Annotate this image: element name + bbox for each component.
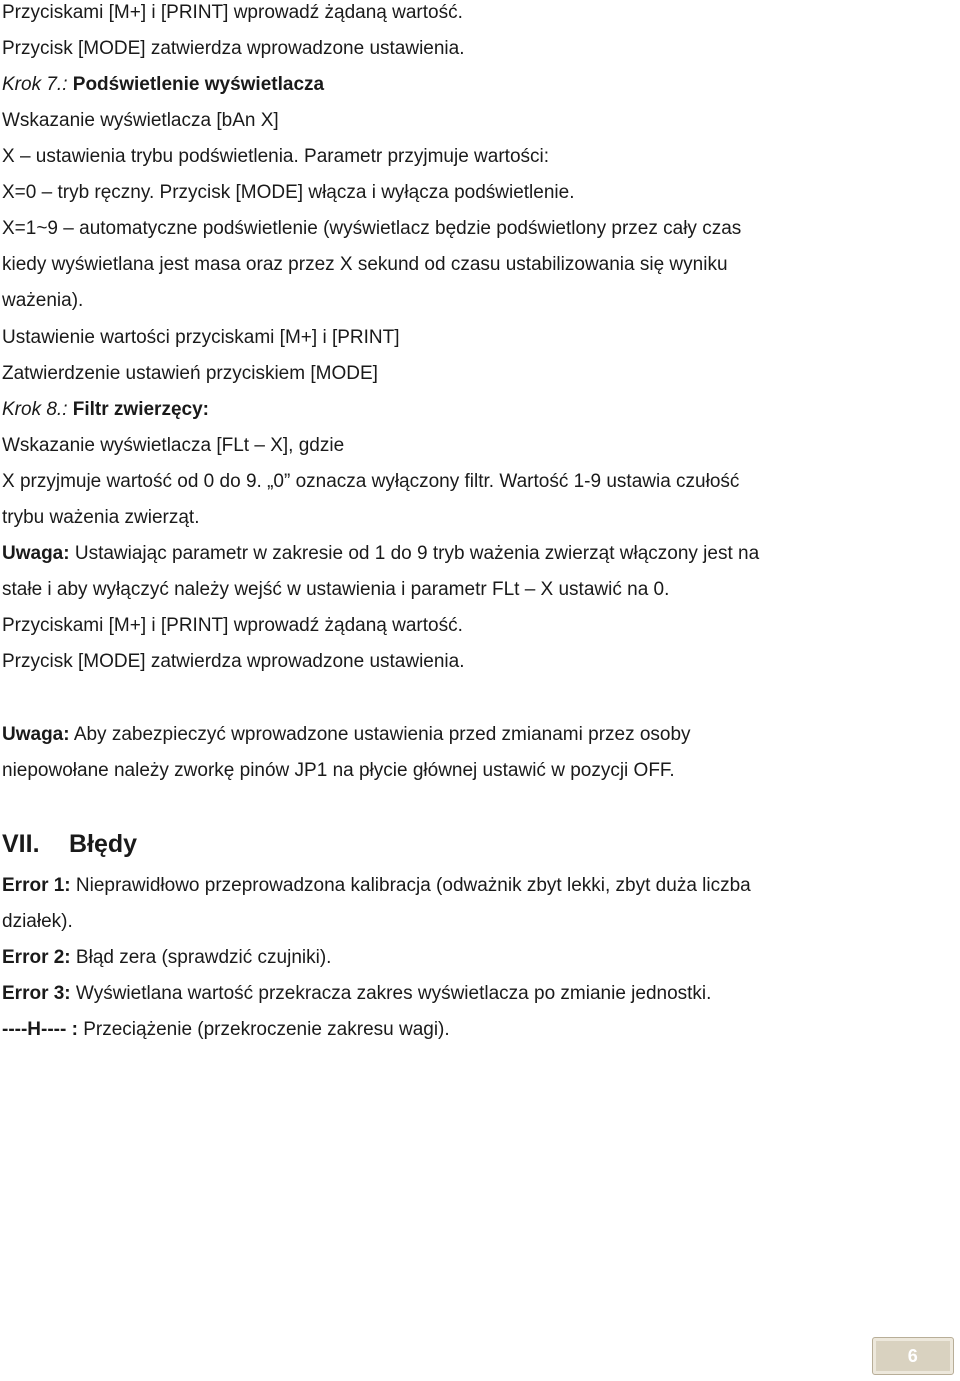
paragraph: Przyciskami [M+] i [PRINT] wprowadź żądaną wartość.	[2, 2, 463, 23]
paragraph: Przyciskami [M+] i [PRINT] wprowadź żądaną wartość.	[2, 615, 463, 636]
error-item	[2, 946, 331, 970]
error-item	[2, 874, 751, 898]
paragraph: X=1~9 – automatyczne podświetlenie (wyświetlacz będzie podświetlony przez cały czas	[2, 218, 742, 239]
error-item	[2, 982, 711, 1006]
section-title: Błędy	[69, 830, 138, 858]
error-item	[2, 1018, 450, 1042]
paragraph: Przycisk [MODE] zatwierdza wprowadzone ustawienia.	[2, 651, 465, 672]
paragraph: Ustawienie wartości przyciskami [M+] i [PRINT]	[2, 327, 400, 348]
section-number: VII.	[2, 830, 40, 858]
step-8-heading	[2, 398, 209, 422]
paragraph: Wskazanie wyświetlacza [FLt – X], gdzie	[2, 435, 345, 456]
paragraph: działek).	[2, 911, 73, 932]
error-label: Error 2:	[2, 947, 71, 968]
section-heading	[2, 829, 137, 859]
paragraph: trybu ważenia zwierząt.	[2, 507, 200, 528]
step-label: Krok 7.:	[2, 74, 68, 95]
paragraph: X=0 – tryb ręczny. Przycisk [MODE] włącza i wyłącza podświetlenie.	[2, 182, 575, 203]
note-label: Uwaga:	[2, 543, 70, 564]
page-number-badge	[872, 1337, 954, 1375]
paragraph: X – ustawienia trybu podświetlenia. Parametr przyjmuje wartości:	[2, 146, 550, 167]
note-paragraph	[2, 723, 838, 747]
step-title: Filtr zwierzęcy:	[72, 399, 209, 420]
error-text: Nieprawidłowo przeprowadzona kalibracja (odważnik zbyt lekki, zbyt duża liczba	[75, 875, 751, 896]
error-label: ----H---- :	[2, 1019, 78, 1040]
step-title: Podświetlenie wyświetlacza	[72, 74, 325, 95]
paragraph: X przyjmuje wartość od 0 do 9. „0” oznacza wyłączony filtr. Wartość 1-9 ustawia czułość	[2, 471, 740, 492]
error-label: Error 1:	[2, 875, 71, 896]
note-paragraph	[2, 542, 759, 566]
step-7-heading	[2, 73, 324, 97]
paragraph: stałe i aby wyłączyć należy wejść w ustawienia i parametr FLt – X ustawić na 0.	[2, 579, 670, 600]
paragraph: Zatwierdzenie ustawień przyciskiem [MODE]	[2, 363, 378, 384]
paragraph: ważenia).	[2, 290, 84, 311]
note-text: Ustawiając parametr w zakresie od 1 do 9 tryb ważenia zwierząt włączony jest na	[74, 543, 760, 564]
paragraph: niepowołane należy zworkę pinów JP1 na płycie głównej ustawić w pozycji OFF.	[2, 760, 675, 781]
error-label: Error 3:	[2, 983, 71, 1004]
error-text: Przeciążenie (przekroczenie zakresu wagi).	[83, 1019, 450, 1040]
error-text: Błąd zera (sprawdzić czujniki).	[75, 947, 332, 968]
page-number: 6	[907, 1346, 919, 1366]
note-text: Aby zabezpieczyć wprowadzone ustawienia przed zmianami przez osoby	[73, 724, 691, 745]
note-label: Uwaga:	[2, 724, 70, 745]
step-label: Krok 8.:	[2, 399, 68, 420]
paragraph: kiedy wyświetlana jest masa oraz przez X sekund od czasu ustabilizowania się wyniku	[2, 254, 728, 275]
error-text: Wyświetlana wartość przekracza zakres wyświetlacza po zmianie jednostki.	[75, 983, 712, 1004]
paragraph: Wskazanie wyświetlacza [bAn X]	[2, 110, 279, 131]
paragraph: Przycisk [MODE] zatwierdza wprowadzone ustawienia.	[2, 38, 465, 59]
